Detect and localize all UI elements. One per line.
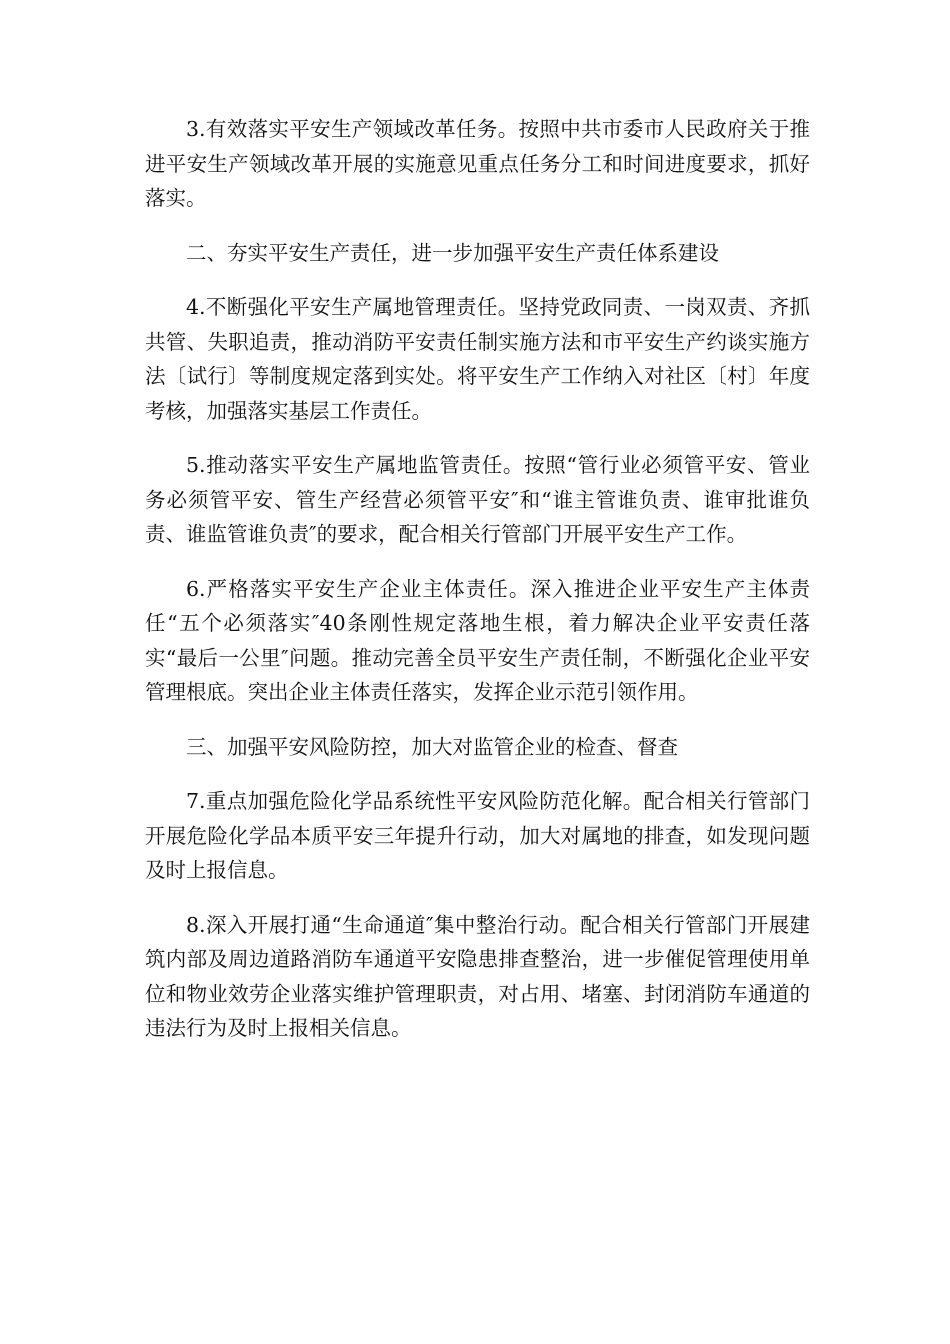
section-heading-2: 二、夯实平安生产责任，进一步加强平安生产责任体系建设 <box>186 240 719 265</box>
paragraph-item-3: 3.有效落实平安生产领域改革任务。按照中共市委市人民政府关于推进平安生产领域改革开展的实施意见重点任务分工和时间进度要求，抓好落实。 <box>145 117 810 210</box>
paragraph-item-6: 6.严格落实平安生产企业主体责任。深入推进企业平安生产主体责任“五个必须落实″40条刚性规定落地生根，着力解决企业平安责任落实“最后一公里″问题。推动完善全员平安生产责任制，不断强化企业平安管理根底。突出企业主体责任落实，发挥企业示范引领作用。 <box>145 576 810 704</box>
paragraph-item-8: 8.深入开展打通“生命通道″集中整治行动。配合相关行管部门开展建筑内部及周边道路消防车通道平安隐患排查整治，进一步催促管理使用单位和物业效劳企业落实维护管理职责，对占用、堵塞、封闭消防车通道的违法行为及时上报相关信息。 <box>145 912 810 1040</box>
document-body <box>145 112 810 1066</box>
paragraph-item-4: 4.不断强化平安生产属地管理责任。坚持党政同责、一岗双责、齐抓共管、失职追责，推动消防平安责任制实施方法和市平安生产约谈实施方法〔试行〕等制度规定落到实处。将平安生产工作纳入对社区〔村〕年度考核，加强落实基层工作责任。 <box>145 295 810 423</box>
section-heading-3: 三、加强平安风险防控，加大对监管企业的检查、督查 <box>186 734 678 759</box>
paragraph-item-5: 5.推动落实平安生产属地监管责任。按照“管行业必须管平安、管业务必须管平安、管生产经营必须管平安″和“谁主管谁负责、谁审批谁负责、谁监管谁负责″的要求，配合相关行管部门开展平安生产工作。 <box>145 453 810 546</box>
paragraph-item-7: 7.重点加强危险化学品系统性平安风险防范化解。配合相关行管部门开展危险化学品本质平安三年提升行动，加大对属地的排查，如发现问题及时上报信息。 <box>145 789 810 882</box>
